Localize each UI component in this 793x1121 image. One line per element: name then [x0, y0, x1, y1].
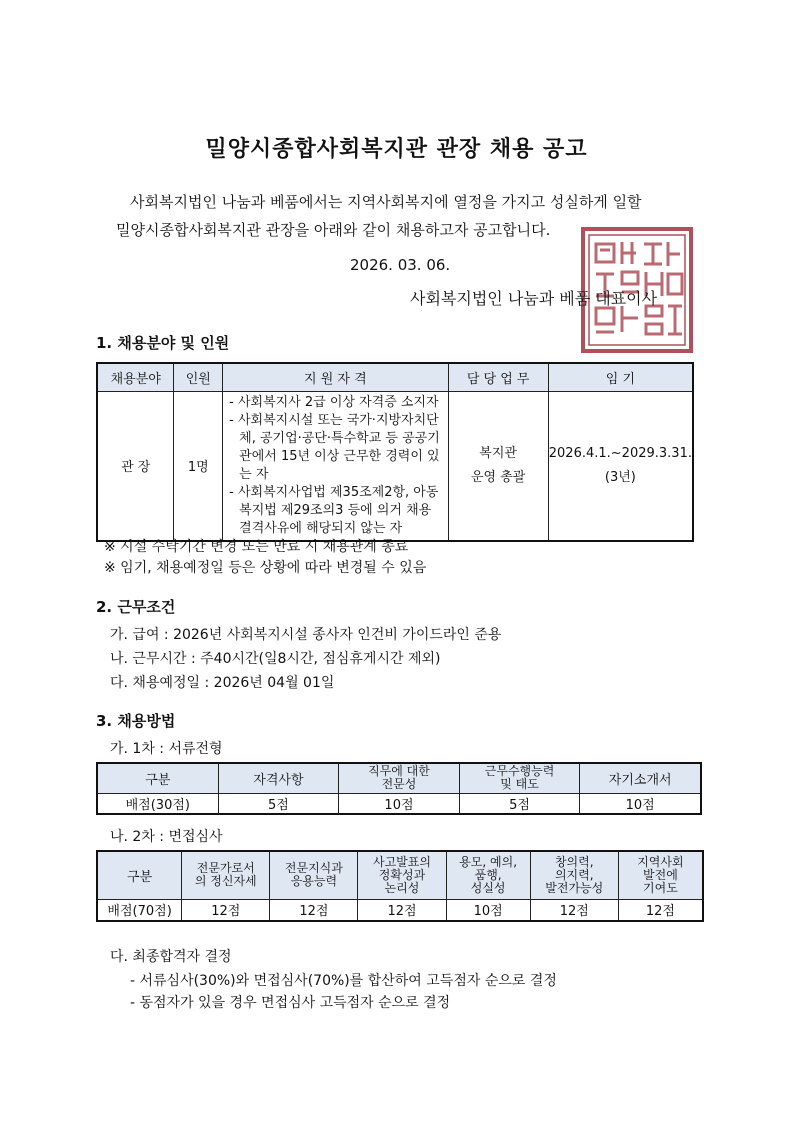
note-line: ※ 임기, 채용예정일 등은 상황에 따라 변경될 수 있음 — [104, 560, 427, 576]
s1-header-text: 직무에 대한 전문성 — [368, 764, 430, 792]
s2-header-text: 사고발표의 정확성과 논리성 — [373, 854, 431, 895]
term-line: 2026.4.1.~2029.3.31. — [548, 445, 692, 461]
duty-line: 복지관 — [479, 445, 517, 461]
condition-item: 가. 급여 : 2026년 사회복지시설 종사자 인건비 가이드라인 준용 — [110, 627, 502, 643]
cell-field: 관 장 — [97, 391, 174, 541]
s2-header-text: 용모, 예의, 품행, 성실성 — [459, 854, 518, 895]
cell-term — [548, 391, 693, 541]
section-heading-conditions: 2. 근무조건 — [96, 598, 176, 616]
header-count: 인원 — [174, 363, 223, 391]
page-title: 밀양시종합사회복지관 관장 채용 공고 — [205, 137, 588, 162]
organization-signature: 사회복지법인 나눔과 베품 대표이사 — [410, 289, 658, 308]
document-screening-table — [96, 762, 702, 815]
s2-cell: 12점 — [270, 899, 358, 921]
s1-header — [459, 763, 580, 793]
s1-cell: 10점 — [339, 793, 460, 814]
s2-cell: 10점 — [446, 899, 530, 921]
s2-cell: 12점 — [618, 899, 703, 921]
s2-header — [530, 851, 618, 899]
qualification-item: - 사회복지시설 또는 국가·지방자치단체, 공기업·공단·특수학교 등 공공기관에서 15년 이상 근무한 경력이 있는 자 — [229, 412, 440, 482]
qualification-item: - 사회복지사 2급 이상 자격증 소지자 — [229, 394, 439, 410]
cell-qualifications — [223, 391, 448, 541]
s1-header: 구분 — [97, 763, 218, 793]
final-label: 다. 최종합격자 결정 — [110, 949, 232, 965]
intro-line-1: 사회복지법인 나눔과 베품에서는 지역사회복지에 열정을 가지고 성실하게 일할 — [130, 193, 642, 211]
stage1-label: 가. 1차 : 서류전형 — [110, 741, 223, 757]
condition-item: 나. 근무시간 : 주40시간(일8시간, 점심휴게시간 제외) — [110, 651, 441, 667]
s1-cell: 10점 — [580, 793, 701, 814]
s2-header — [270, 851, 358, 899]
cell-count: 1명 — [174, 391, 223, 541]
final-item: - 동점자가 있을 경우 면접심사 고득점자 순으로 결정 — [130, 995, 451, 1011]
s1-header: 자기소개서 — [580, 763, 701, 793]
header-term: 임 기 — [548, 363, 693, 391]
recruitment-table — [96, 362, 694, 542]
s2-cell: 12점 — [358, 899, 446, 921]
s2-header — [358, 851, 446, 899]
s2-header-text: 전문지식과 응용능력 — [284, 861, 343, 889]
header-duty: 담 당 업 무 — [448, 363, 548, 391]
final-item: - 서류심사(30%)와 면접심사(70%)를 합산하여 고득점자 순으로 결정 — [130, 973, 557, 989]
qualification-item: - 사회복지사업법 제35조제2항, 아동복지법 제29조의3 등에 의거 채용 결격사유에 해당되지 않는 자 — [229, 484, 439, 536]
s2-cell: 12점 — [530, 899, 618, 921]
s1-cell: 배점(30점) — [97, 793, 218, 814]
s2-header — [182, 851, 270, 899]
term-line: (3년) — [604, 469, 636, 485]
s2-cell: 12점 — [182, 899, 270, 921]
s1-header: 자격사항 — [218, 763, 339, 793]
s2-header — [446, 851, 530, 899]
s1-header-text: 근무수행능력 및 태도 — [484, 764, 555, 792]
announcement-date: 2026. 03. 06. — [350, 256, 451, 274]
interview-table — [96, 850, 704, 922]
s1-header — [339, 763, 460, 793]
s2-header-text: 지역사회 발전에 기여도 — [637, 854, 684, 895]
s2-header-text: 창의력, 의지력, 발전가능성 — [545, 854, 604, 895]
s2-header: 구분 — [97, 851, 182, 899]
cell-duty — [448, 391, 548, 541]
intro-line-2: 밀양시종합사회복지관 관장을 아래와 같이 채용하고자 공고합니다. — [116, 221, 551, 239]
header-field: 채용분야 — [97, 363, 174, 391]
header-qualifications: 지 원 자 격 — [223, 363, 448, 391]
condition-item: 다. 채용예정일 : 2026년 04월 01일 — [110, 675, 335, 691]
section-heading-recruitment: 1. 채용분야 및 인원 — [96, 334, 230, 352]
s1-cell: 5점 — [218, 793, 339, 814]
note-line: ※ 시설 수탁기간 변경 또는 만료 시 채용관계 종료 — [104, 539, 409, 555]
s2-cell: 배점(70점) — [97, 899, 182, 921]
s2-header-text: 전문가로서 의 정신자세 — [194, 861, 257, 889]
section-heading-method: 3. 채용방법 — [96, 712, 176, 730]
s2-header — [618, 851, 703, 899]
s1-cell: 5점 — [459, 793, 580, 814]
duty-line: 운영 총괄 — [470, 469, 526, 485]
stage2-label: 나. 2차 : 면접심사 — [110, 829, 223, 845]
